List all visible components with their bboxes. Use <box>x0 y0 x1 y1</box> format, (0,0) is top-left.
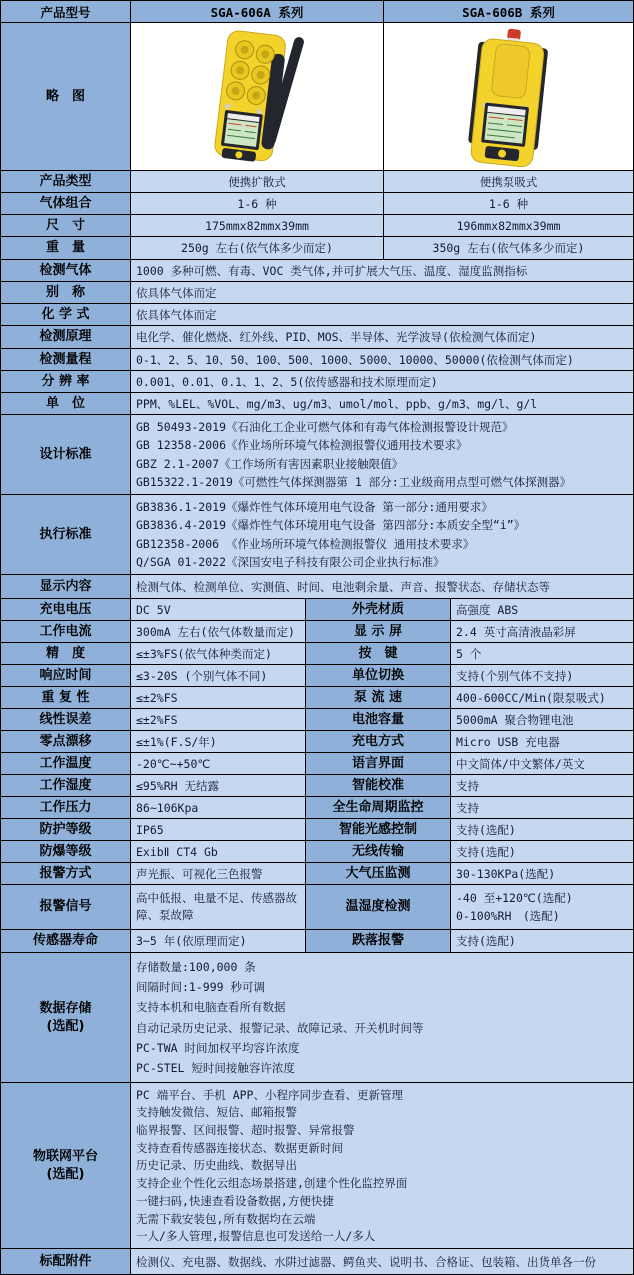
spec-label-secondary: 语言界面 <box>306 753 451 775</box>
spec-value: 支持 <box>451 775 634 797</box>
spec-value-multiline <box>131 495 634 575</box>
table-row <box>1 393 634 415</box>
spec-label: 产品类型 <box>1 171 131 193</box>
table-row <box>1 495 634 575</box>
spec-value-b: 350g 左右(依气体多少而定) <box>384 237 634 260</box>
table-row <box>1 775 634 797</box>
spec-value: ≤95%RH 无结露 <box>131 775 306 797</box>
sga-606b-pump-detector-photo <box>409 27 609 167</box>
column-header-model: 产品型号 <box>1 1 131 23</box>
spec-label-secondary: 大气压监测 <box>306 863 451 885</box>
spec-value-line: PC 端平台、手机 APP、小程序同步查看、更新管理 <box>136 1087 403 1102</box>
spec-value: 0.001、0.01、0.1、1、2、5(依传感器和技术原理而定) <box>131 371 634 393</box>
table-row <box>1 371 634 393</box>
spec-value: 检测仪、充电器、数据线、水阱过滤器、鳄鱼夹、说明书、合格证、包装箱、出货单各一份 <box>131 1249 634 1275</box>
table-row <box>1 885 634 930</box>
spec-value: 依具体气体而定 <box>131 282 634 304</box>
spec-value-line: 支持企业个性化云组态场景搭建,创建个性化监控界面 <box>136 1176 408 1191</box>
spec-label: 防爆等级 <box>1 841 131 863</box>
spec-label: 充电电压 <box>1 599 131 621</box>
spec-value-line: PC-STEL 短时间接触容许浓度 <box>136 1060 295 1075</box>
spec-label: 检测气体 <box>1 260 131 282</box>
spec-value: 2.4 英寸高清液晶彩屏 <box>451 621 634 643</box>
table-row <box>1 731 634 753</box>
spec-value-a: 250g 左右(依气体多少而定) <box>131 237 384 260</box>
spec-value: 电化学、催化燃烧、红外线、PID、MOS、半导体、光学波导(依检测气体而定) <box>131 326 634 349</box>
table-row <box>1 349 634 371</box>
spec-value-line: 无需下载安装包,所有数据均在云端 <box>136 1211 316 1226</box>
table-row <box>1 819 634 841</box>
table-row <box>1 282 634 304</box>
spec-value: 30-130KPa(选配) <box>451 863 634 885</box>
table-row <box>1 863 634 885</box>
spec-label-line: 设计标准 <box>39 446 92 462</box>
spec-value-line: 间隔时间:1-999 秒可调 <box>136 980 265 995</box>
table-row <box>1 709 634 731</box>
spec-label-secondary: 智能校准 <box>306 775 451 797</box>
spec-value-line: 存储数量:100,000 条 <box>136 960 256 975</box>
spec-value-line: -40 至+120℃(选配) <box>456 890 573 905</box>
spec-value: DC 5V <box>131 599 306 621</box>
spec-value-line: GB15322.1-2019《可燃性气体探测器第 1 部分:工业级商用点型可燃气体探测器》 <box>136 474 572 489</box>
spec-value-b: 便携泵吸式 <box>384 171 634 193</box>
table-row <box>1 1249 634 1275</box>
spec-value: 声光振、可视化三色报警 <box>131 863 306 885</box>
spec-label-line: (选配) <box>46 1166 85 1182</box>
spec-value: 0-1、2、5、10、50、100、500、1000、5000、10000、50000(依检测气体而定) <box>131 349 634 371</box>
table-row <box>1 930 634 953</box>
spec-label: 传感器寿命 <box>1 930 131 953</box>
table-row <box>1 193 634 215</box>
table-row <box>1 215 634 237</box>
spec-label: 标配附件 <box>1 1249 131 1275</box>
spec-value: 高中低报、电量不足、传感器故障、泵故障 <box>131 885 306 930</box>
spec-value: -20℃~+50℃ <box>131 753 306 775</box>
spec-label-secondary: 外壳材质 <box>306 599 451 621</box>
spec-value: IP65 <box>131 819 306 841</box>
sga-606a-diffusion-detector-photo <box>157 27 357 167</box>
table-row <box>1 797 634 819</box>
spec-value: ≤±1%(F.S/年) <box>131 731 306 753</box>
spec-value: 5000mA 聚合物锂电池 <box>451 709 634 731</box>
table-row <box>1 753 634 775</box>
spec-value-line: 一人/多人管理,报警信息也可发送给一人/多人 <box>136 1229 376 1244</box>
spec-value-line: 历史记录、历史曲线、数据导出 <box>136 1158 297 1173</box>
device-image-cell-b <box>384 23 634 171</box>
table-row <box>1 643 634 665</box>
spec-label-secondary: 电池容量 <box>306 709 451 731</box>
sketch-row-label: 略 图 <box>1 23 131 171</box>
table-row <box>1 599 634 621</box>
spec-value: 支持(个别气体不支持) <box>451 665 634 687</box>
spec-label: 工作温度 <box>1 753 131 775</box>
spec-value: ≤±3%FS(依气体种类而定) <box>131 643 306 665</box>
table-row <box>1 237 634 260</box>
spec-value: ≤±2%FS <box>131 709 306 731</box>
spec-label: 检测量程 <box>1 349 131 371</box>
table-row <box>1 841 634 863</box>
spec-label <box>1 415 131 495</box>
table-row <box>1 326 634 349</box>
spec-value: 5 个 <box>451 643 634 665</box>
spec-value: PPM、%LEL、%VOL、mg/m3、ug/m3、umol/mol、ppb、g/m3、mg/l、g/l <box>131 393 634 415</box>
spec-value: 86~106Kpa <box>131 797 306 819</box>
spec-label-line: 执行标准 <box>39 526 92 542</box>
spec-label: 精 度 <box>1 643 131 665</box>
table-row <box>1 665 634 687</box>
spec-label: 显示内容 <box>1 575 131 599</box>
spec-label: 线性误差 <box>1 709 131 731</box>
spec-label: 重 量 <box>1 237 131 260</box>
spec-value-line: GB3836.4-2019《爆炸性气体环境用电气设备 第四部分:本质安全型“i”》 <box>136 518 526 533</box>
spec-label: 零点漂移 <box>1 731 131 753</box>
spec-value: 400-600CC/Min(限泵吸式) <box>451 687 634 709</box>
spec-label-secondary: 泵 流 速 <box>306 687 451 709</box>
column-header-series-b: SGA-606B 系列 <box>384 1 634 23</box>
table-row <box>1 1 634 23</box>
spec-value-a: 175mmx82mmx39mm <box>131 215 384 237</box>
spec-label: 化 学 式 <box>1 304 131 326</box>
spec-label-secondary: 智能光感控制 <box>306 819 451 841</box>
spec-value-b: 1-6 种 <box>384 193 634 215</box>
table-row <box>1 575 634 599</box>
spec-value-b: 196mmx82mmx39mm <box>384 215 634 237</box>
spec-label: 工作电流 <box>1 621 131 643</box>
spec-value-line: GB 50493-2019《石油化工企业可燃气体和有毒气体检测报警设计规范》 <box>136 420 514 435</box>
spec-value: ≤±2%FS <box>131 687 306 709</box>
spec-label-line: (选配) <box>46 1018 85 1034</box>
device-image-cell-a <box>131 23 384 171</box>
table-row <box>1 621 634 643</box>
spec-value: ≤3-20S (个别气体不同) <box>131 665 306 687</box>
spec-value: 1000 多种可燃、有毒、VOC 类气体,并可扩展大气压、温度、湿度监测指标 <box>131 260 634 282</box>
spec-value: 300mA 左右(依气体数量而定) <box>131 621 306 643</box>
spec-label: 报警方式 <box>1 863 131 885</box>
spec-label <box>1 1083 131 1249</box>
spec-label-line: 物联网平台 <box>32 1148 98 1164</box>
spec-value-line: 临界报警、区间报警、超时报警、异常报警 <box>136 1123 355 1138</box>
spec-value: 支持 <box>451 797 634 819</box>
spec-value-line: 支持触发微信、短信、邮箱报警 <box>136 1105 297 1120</box>
spec-value-a: 1-6 种 <box>131 193 384 215</box>
spec-value-multiline <box>131 1083 634 1249</box>
table-row <box>1 687 634 709</box>
spec-value-line: PC-TWA 时间加权平均容许浓度 <box>136 1040 300 1055</box>
spec-label: 报警信号 <box>1 885 131 930</box>
table-row <box>1 304 634 326</box>
spec-label: 别 称 <box>1 282 131 304</box>
table-row <box>1 171 634 193</box>
spec-label: 工作压力 <box>1 797 131 819</box>
spec-value-line: 一键扫码,快速查看设备数据,方便快捷 <box>136 1193 334 1208</box>
spec-value: 检测气体、检测单位、实测值、时间、电池剩余量、声音、报警状态、存储状态等 <box>131 575 634 599</box>
spec-value-a: 便携扩散式 <box>131 171 384 193</box>
spec-label-secondary: 显 示 屏 <box>306 621 451 643</box>
spec-label: 分 辨 率 <box>1 371 131 393</box>
spec-value: 支持(选配) <box>451 819 634 841</box>
spec-label-secondary: 按 键 <box>306 643 451 665</box>
spec-value-line: GB3836.1-2019《爆炸性气体环境用电气设备 第一部分:通用要求》 <box>136 500 493 515</box>
spec-label <box>1 953 131 1083</box>
spec-label-secondary: 无线传输 <box>306 841 451 863</box>
spec-value-multiline <box>131 415 634 495</box>
spec-value-line: 支持查看传感器连接状态、数据更新时间 <box>136 1140 343 1155</box>
spec-value: ExibⅡ CT4 Gb <box>131 841 306 863</box>
spec-label: 尺 寸 <box>1 215 131 237</box>
spec-label-secondary: 温湿度检测 <box>306 885 451 930</box>
spec-value: 依具体气体而定 <box>131 304 634 326</box>
spec-value: 支持(选配) <box>451 930 634 953</box>
spec-label: 单 位 <box>1 393 131 415</box>
spec-label: 重 复 性 <box>1 687 131 709</box>
spec-label: 气体组合 <box>1 193 131 215</box>
table-row <box>1 23 634 171</box>
spec-value: 中文简体/中文繁体/英文 <box>451 753 634 775</box>
spec-value-line: 自动记录历史记录、报警记录、故障记录、开关机时间等 <box>136 1020 424 1035</box>
spec-value: 3~5 年(依原理而定) <box>131 930 306 953</box>
spec-value-multiline <box>451 885 634 930</box>
spec-label: 响应时间 <box>1 665 131 687</box>
spec-value: Micro USB 充电器 <box>451 731 634 753</box>
table-row <box>1 260 634 282</box>
spec-value-line: GB 12358-2006《作业场所环境气体检测报警仪通用技术要求》 <box>136 438 468 453</box>
spec-label <box>1 495 131 575</box>
spec-label-secondary: 跌落报警 <box>306 930 451 953</box>
table-row <box>1 953 634 1083</box>
spec-value: 高强度 ABS <box>451 599 634 621</box>
spec-label-line: 数据存储 <box>39 1000 92 1016</box>
spec-label-secondary: 充电方式 <box>306 731 451 753</box>
spec-value: 支持(选配) <box>451 841 634 863</box>
spec-value-line: Q/SGA 01-2022《深国安电子科技有限公司企业执行标准》 <box>136 554 445 569</box>
spec-value-line: 0-100%RH (选配) <box>456 909 560 924</box>
spec-label: 工作湿度 <box>1 775 131 797</box>
spec-label-secondary: 全生命周期监控 <box>306 797 451 819</box>
table-row <box>1 1083 634 1249</box>
spec-label: 防护等级 <box>1 819 131 841</box>
table-row <box>1 415 634 495</box>
spec-value-line: GB12358-2006 《作业场所环境气体检测报警仪 通用技术要求》 <box>136 536 475 551</box>
spec-value-multiline <box>131 953 634 1083</box>
spec-value-line: 支持本机和电脑查看所有数据 <box>136 1000 286 1015</box>
spec-value-line: GBZ 2.1-2007《工作场所有害因素职业接触限值》 <box>136 456 404 471</box>
spec-label: 检测原理 <box>1 326 131 349</box>
column-header-series-a: SGA-606A 系列 <box>131 1 384 23</box>
spec-label-secondary: 单位切换 <box>306 665 451 687</box>
